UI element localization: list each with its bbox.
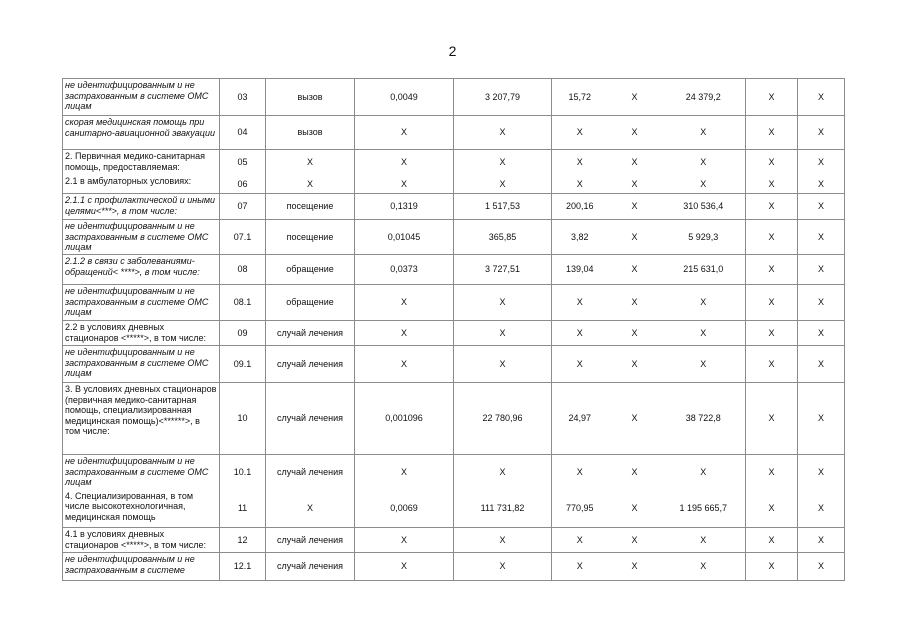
row-value-10: X — [798, 455, 845, 490]
row-code: 07 — [220, 194, 266, 220]
row-unit: посещение — [266, 194, 355, 220]
row-value-10: X — [798, 220, 845, 255]
row-value-5: 111 731,82 — [454, 490, 552, 528]
table-row — [63, 285, 845, 321]
row-code: 08.1 — [220, 285, 266, 321]
row-name: 2.1.2 в связи с заболеваниями-обращений< ****>, в том числе: — [63, 255, 220, 285]
row-value-7: X — [608, 455, 662, 490]
row-unit: посещение — [266, 220, 355, 255]
row-name: 2. Первичная медико-санитарная помощь, предоставляемая: — [63, 150, 220, 175]
row-value-7: X — [608, 150, 662, 175]
row-value-10: X — [798, 528, 845, 553]
row-name: не идентифицированным и не застрахованным в системе ОМС лицам — [63, 455, 220, 490]
table-row — [63, 528, 845, 553]
row-value-6: X — [552, 175, 608, 194]
row-code: 09 — [220, 321, 266, 346]
row-code: 09.1 — [220, 346, 266, 383]
row-name: 2.1 в амбулаторных условиях: — [63, 175, 220, 194]
row-unit: случай лечения — [266, 383, 355, 455]
row-value-4: X — [355, 150, 454, 175]
row-value-6: X — [552, 528, 608, 553]
row-code: 08 — [220, 255, 266, 285]
row-name: 4.1 в условиях дневных стационаров <*****>, в том числе: — [63, 528, 220, 553]
row-code: 06 — [220, 175, 266, 194]
table-row — [63, 490, 845, 528]
row-value-10: X — [798, 175, 845, 194]
table-row — [63, 255, 845, 285]
row-value-4: 0,001096 — [355, 383, 454, 455]
row-value-8: 1 195 665,7 — [662, 490, 746, 528]
row-value-10: X — [798, 79, 845, 116]
row-code: 05 — [220, 150, 266, 175]
row-value-9: X — [746, 321, 798, 346]
row-unit: случай лечения — [266, 321, 355, 346]
row-value-9: X — [746, 116, 798, 150]
table-row — [63, 175, 845, 194]
row-value-6: X — [552, 150, 608, 175]
row-value-4: X — [355, 346, 454, 383]
row-code: 11 — [220, 490, 266, 528]
row-value-9: X — [746, 150, 798, 175]
row-unit: вызов — [266, 116, 355, 150]
row-value-6: X — [552, 346, 608, 383]
row-value-6: 15,72 — [552, 79, 608, 116]
row-value-10: X — [798, 383, 845, 455]
row-value-8: X — [662, 285, 746, 321]
table-row — [63, 79, 845, 116]
row-name: не идентифицированным и не застрахованным в системе — [63, 553, 220, 581]
row-value-7: X — [608, 553, 662, 581]
row-value-10: X — [798, 346, 845, 383]
row-value-9: X — [746, 79, 798, 116]
row-value-10: X — [798, 490, 845, 528]
row-value-7: X — [608, 79, 662, 116]
row-unit: вызов — [266, 79, 355, 116]
row-value-4: X — [355, 285, 454, 321]
row-value-4: X — [355, 553, 454, 581]
row-value-8: X — [662, 528, 746, 553]
row-value-9: X — [746, 285, 798, 321]
row-unit: случай лечения — [266, 528, 355, 553]
row-unit: случай лечения — [266, 553, 355, 581]
row-value-9: X — [746, 528, 798, 553]
row-value-7: X — [608, 255, 662, 285]
row-name: скорая медицинская помощь при санитарно-авиационной эвакуации — [63, 116, 220, 150]
row-value-4: X — [355, 175, 454, 194]
table-row — [63, 116, 845, 150]
row-name: не идентифицированным и не застрахованным в системе ОМС лицам — [63, 220, 220, 255]
row-value-9: X — [746, 383, 798, 455]
table-row — [63, 150, 845, 175]
row-code: 03 — [220, 79, 266, 116]
row-value-7: X — [608, 490, 662, 528]
row-value-4: 0,0069 — [355, 490, 454, 528]
row-value-6: 200,16 — [552, 194, 608, 220]
row-value-4: X — [355, 455, 454, 490]
row-value-4: X — [355, 116, 454, 150]
table-row — [63, 194, 845, 220]
table-row — [63, 383, 845, 455]
row-value-9: X — [746, 490, 798, 528]
row-value-6: 770,95 — [552, 490, 608, 528]
row-value-4: X — [355, 321, 454, 346]
row-value-5: X — [454, 116, 552, 150]
row-value-8: X — [662, 553, 746, 581]
row-value-6: X — [552, 553, 608, 581]
row-value-10: X — [798, 321, 845, 346]
row-unit: X — [266, 175, 355, 194]
row-unit: обращение — [266, 255, 355, 285]
row-value-4: 0,0049 — [355, 79, 454, 116]
row-value-5: X — [454, 321, 552, 346]
row-value-8: X — [662, 321, 746, 346]
row-value-8: X — [662, 150, 746, 175]
row-code: 10.1 — [220, 455, 266, 490]
row-value-7: X — [608, 194, 662, 220]
row-value-9: X — [746, 553, 798, 581]
table-row — [63, 455, 845, 490]
row-value-8: 310 536,4 — [662, 194, 746, 220]
row-value-10: X — [798, 285, 845, 321]
row-value-5: X — [454, 553, 552, 581]
row-value-5: 1 517,53 — [454, 194, 552, 220]
row-unit: обращение — [266, 285, 355, 321]
row-value-8: 5 929,3 — [662, 220, 746, 255]
row-value-7: X — [608, 346, 662, 383]
row-value-7: X — [608, 321, 662, 346]
row-value-5: 365,85 — [454, 220, 552, 255]
row-value-9: X — [746, 194, 798, 220]
row-value-7: X — [608, 528, 662, 553]
row-value-9: X — [746, 455, 798, 490]
row-name: 4. Специализированная, в том числе высокотехнологичная, медицинская помощь — [63, 490, 220, 528]
row-value-9: X — [746, 175, 798, 194]
row-value-7: X — [608, 175, 662, 194]
row-value-5: X — [454, 346, 552, 383]
row-unit: случай лечения — [266, 346, 355, 383]
row-name: 2.2 в условиях дневных стационаров <*****>, в том числе: — [63, 321, 220, 346]
row-value-8: 215 631,0 — [662, 255, 746, 285]
row-value-8: X — [662, 116, 746, 150]
row-code: 10 — [220, 383, 266, 455]
row-unit: X — [266, 490, 355, 528]
row-value-5: 3 727,51 — [454, 255, 552, 285]
table-row — [63, 553, 845, 581]
row-value-7: X — [608, 383, 662, 455]
row-code: 04 — [220, 116, 266, 150]
row-code: 07.1 — [220, 220, 266, 255]
row-value-6: X — [552, 116, 608, 150]
row-value-5: X — [454, 285, 552, 321]
table-row — [63, 346, 845, 383]
row-name: не идентифицированным и не застрахованным в системе ОМС лицам — [63, 285, 220, 321]
row-value-6: X — [552, 285, 608, 321]
row-value-8: 24 379,2 — [662, 79, 746, 116]
row-value-5: X — [454, 175, 552, 194]
row-value-5: X — [454, 455, 552, 490]
row-value-6: 139,04 — [552, 255, 608, 285]
row-value-8: 38 722,8 — [662, 383, 746, 455]
table-row — [63, 321, 845, 346]
row-value-4: 0,1319 — [355, 194, 454, 220]
row-value-6: X — [552, 321, 608, 346]
row-value-5: 22 780,96 — [454, 383, 552, 455]
row-value-6: 24,97 — [552, 383, 608, 455]
row-value-8: X — [662, 346, 746, 383]
row-unit: X — [266, 150, 355, 175]
row-value-9: X — [746, 255, 798, 285]
row-value-6: X — [552, 455, 608, 490]
row-value-7: X — [608, 220, 662, 255]
page-number: 2 — [448, 43, 457, 59]
table-body — [63, 79, 845, 581]
row-value-9: X — [746, 220, 798, 255]
row-value-9: X — [746, 346, 798, 383]
row-name: не идентифицированным и не застрахованным в системе ОМС лицам — [63, 79, 220, 116]
row-value-4: 0,0373 — [355, 255, 454, 285]
row-value-5: X — [454, 528, 552, 553]
row-value-5: 3 207,79 — [454, 79, 552, 116]
row-value-10: X — [798, 553, 845, 581]
row-value-4: 0,01045 — [355, 220, 454, 255]
row-name: не идентифицированным и не застрахованным в системе ОМС лицам — [63, 346, 220, 383]
row-value-5: X — [454, 150, 552, 175]
row-value-7: X — [608, 116, 662, 150]
row-value-10: X — [798, 116, 845, 150]
row-value-10: X — [798, 150, 845, 175]
row-value-4: X — [355, 528, 454, 553]
tariff-table — [62, 78, 845, 581]
row-name: 3. В условиях дневных стационаров (первичная медико-санитарная помощь, специализированная медицинская помощь)<******>, в том числе: — [63, 383, 220, 455]
row-value-10: X — [798, 255, 845, 285]
row-code: 12 — [220, 528, 266, 553]
row-value-6: 3,82 — [552, 220, 608, 255]
row-value-8: X — [662, 455, 746, 490]
table-row — [63, 220, 845, 255]
row-value-8: X — [662, 175, 746, 194]
row-name: 2.1.1 с профилактической и иными целями<***>, в том числе: — [63, 194, 220, 220]
row-unit: случай лечения — [266, 455, 355, 490]
row-value-7: X — [608, 285, 662, 321]
row-code: 12.1 — [220, 553, 266, 581]
row-value-10: X — [798, 194, 845, 220]
